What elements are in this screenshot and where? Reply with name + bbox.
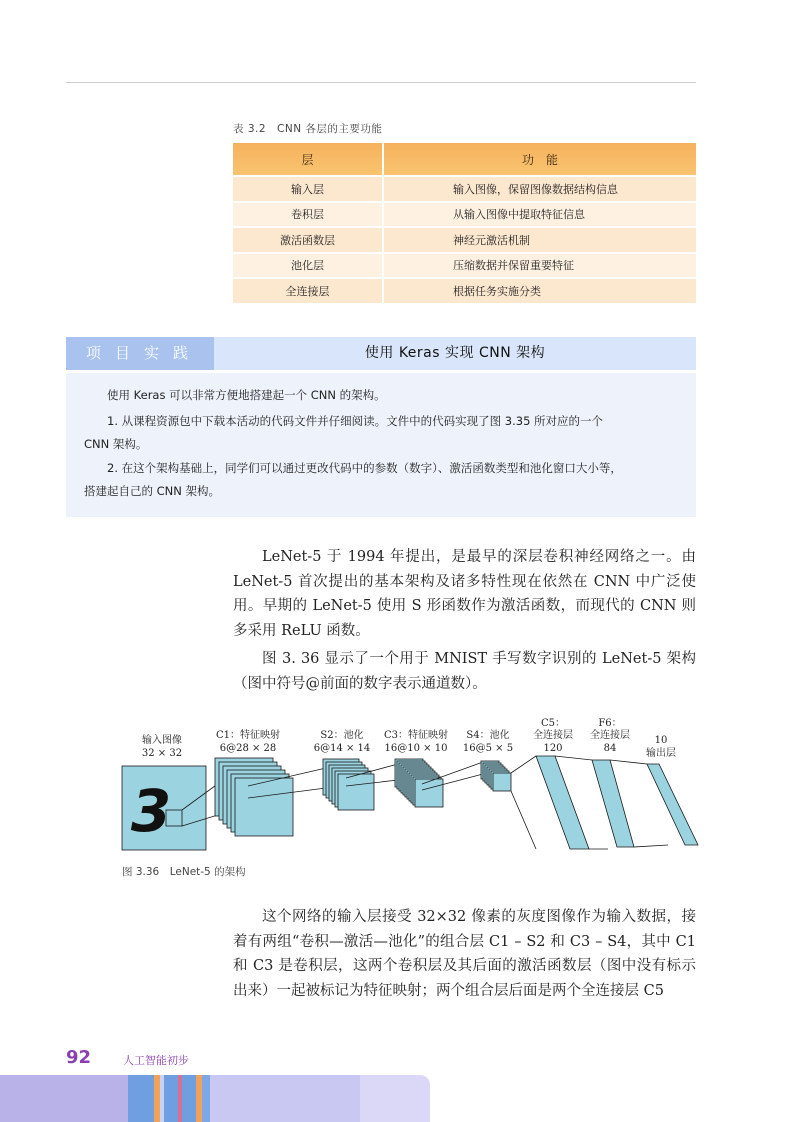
figure-label: 32 × 32 [141,748,183,759]
practice-line: CNN 架构。 [84,437,148,451]
body-paragraph: LeNet-5 于 1994 年提出，是最早的深层卷积神经网络之一。由 LeNet-5 首次提出的基本架构及诸多特性现在依然在 CNN 中广泛使用。早期的 LeNet-5 使用 S 形函数作为激活函数，而现代的 CNN 则多采用 ReLU 函数。 [233,549,696,639]
practice-box [66,373,696,517]
figure-label: C5： [540,718,566,729]
table-row: 输入层 输入图像，保留图像数据结构信息 [233,176,696,202]
practice-line: 2. 在这个架构基础上，同学们可以通过更改代码中的参数（数字）、激活函数类型和池化窗口大小等， [107,461,622,475]
body-paragraph: 这个网络的输入层接受 32×32 像素的灰度图像作为输入数据，接着有两组“卷积—激活—池化”的组合层 C1 – S2 和 C3 – S4，其中 C1 和 C3 是卷积层，这两个卷积层及其后面的激活函数层（图中没有标示出来）一起被标记为特征映射；两个组合层后面是两个全连接层 C5 [233,909,696,999]
practice-line: 搭建起自己的 CNN 架构。 [84,484,221,498]
figure-label: S2：池化 [320,730,364,741]
handwritten-digit: 3 [130,777,172,845]
c1-feature-maps [235,778,293,836]
figure-label: 6@28 × 28 [219,743,277,754]
layer-function-table [233,143,696,303]
figure-label: 10 [654,735,668,746]
figure-label: S4：池化 [466,730,510,741]
figure-label: 84 [603,743,617,754]
figure-label: F6： [598,718,622,729]
lenet5-diagram [118,714,700,854]
table-row: 全连接层 根据任务实施分类 [233,278,696,303]
table-row: 激活函数层 神经元激活机制 [233,227,696,253]
f6-fully-connected [592,760,634,847]
s2-pooling-maps [338,774,374,810]
practice-line: 1. 从课程资源包中下载本活动的代码文件并仔细阅读。文件中的代码实现了图 3.35 所对应的一个 [107,414,604,428]
figure-label: 输入图像 [142,735,182,746]
figure-label: 输出层 [646,748,676,759]
table-row: 卷积层 从输入图像中提取特征信息 [233,202,696,228]
figure-label: 16@5 × 5 [462,743,514,754]
table-header-layer: 层 [233,143,383,176]
page-number: 92 [66,1047,92,1068]
practice-line: 使用 Keras 可以非常方便地搭建起一个 CNN 的架构。 [107,388,386,402]
table-header-function: 功 能 [383,143,696,176]
top-rule [66,82,696,83]
figure-label: C1：特征映射 [215,730,281,741]
figure-label: 120 [543,743,563,754]
practice-tag: 项目实践 [66,337,214,370]
book-title: 人工智能初步 [123,1054,189,1067]
figure-label: 16@10 × 10 [384,743,448,754]
figure-caption: 图 3.36 LeNet-5 的架构 [122,866,246,878]
output-layer [647,764,698,845]
c3-feature-maps [415,779,443,807]
figure-label: 6@14 × 14 [313,743,371,754]
figure-label: C3：特征映射 [383,730,449,741]
figure-label: 全连接层 [533,730,573,741]
table-caption: 表 3.2 CNN 各层的主要功能 [233,123,383,135]
practice-title: 使用 Keras 实现 CNN 架构 [214,337,696,370]
table-row: 池化层 压缩数据并保留重要特征 [233,253,696,279]
c5-fully-connected [536,756,589,849]
body-paragraph: 图 3. 36 显示了一个用于 MNIST 手写数字识别的 LeNet-5 架构（图中符号@前面的数字表示通道数）。 [233,651,696,692]
figure-label: 全连接层 [590,730,630,741]
s4-pooling-maps [493,773,511,791]
